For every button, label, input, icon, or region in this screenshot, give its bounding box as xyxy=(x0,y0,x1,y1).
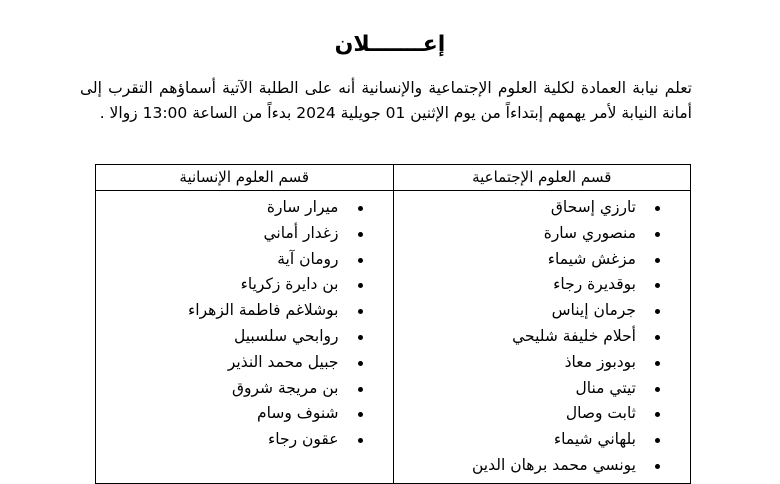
bullet-icon xyxy=(358,258,363,263)
list-item: عقون رجاء xyxy=(96,427,373,453)
list-item: منصوري سارة xyxy=(394,221,671,247)
bullet-icon xyxy=(655,412,660,417)
list-item: يونسي محمد برهان الدين xyxy=(394,453,671,479)
list-item: شنوف وسام xyxy=(96,401,373,427)
list-item: روابحي سلسبيل xyxy=(96,324,373,350)
header-social-sciences: قسم العلوم الإجتماعية xyxy=(393,165,691,191)
list-item: أحلام خليفة شليحي xyxy=(394,324,671,350)
bullet-icon xyxy=(655,283,660,288)
bullet-icon xyxy=(655,438,660,443)
list-item: جرمان إيناس xyxy=(394,298,671,324)
students-table xyxy=(95,164,691,484)
bullet-icon xyxy=(358,335,363,340)
announcement-text: تعلم نيابة العمادة لكلية العلوم الإجتماعية والإنسانية أنه على الطلبة الآتية أسماؤهم التقرب إلى أمانة النيابة لأمر يهمهم إبتداءاً من يوم الإثنين 01 جويلية 2024 بدءاً من الساعة 13:00 زوالا . xyxy=(80,79,692,122)
list-item: زغدار أماني xyxy=(96,221,373,247)
humanities-list xyxy=(96,191,393,453)
bullet-icon xyxy=(358,309,363,314)
list-item: تارزي إسحاق xyxy=(394,195,671,221)
list-item: بوشلاغم فاطمة الزهراء xyxy=(96,298,373,324)
bullet-icon xyxy=(358,206,363,211)
bullet-icon xyxy=(358,387,363,392)
bullet-icon xyxy=(358,283,363,288)
bullet-icon xyxy=(655,309,660,314)
list-item: تيتي منال xyxy=(394,376,671,402)
bullet-icon xyxy=(655,464,660,469)
list-item: ثابت وصال xyxy=(394,401,671,427)
list-item: مزغش شيماء xyxy=(394,247,671,273)
list-item: بودبوز معاذ xyxy=(394,350,671,376)
bullet-icon xyxy=(655,258,660,263)
header-humanities: قسم العلوم الإنسانية xyxy=(96,165,394,191)
page-title: إعـــــــلان xyxy=(334,32,446,57)
bullet-icon xyxy=(358,438,363,443)
list-item: بوقديرة رجاء xyxy=(394,272,671,298)
bullet-icon xyxy=(655,232,660,237)
list-item: ميرار سارة xyxy=(96,195,373,221)
list-item: بلهاني شيماء xyxy=(394,427,671,453)
bullet-icon xyxy=(655,335,660,340)
bullet-icon xyxy=(655,387,660,392)
social-sciences-column xyxy=(393,191,691,484)
bullet-icon xyxy=(655,361,660,366)
bullet-icon xyxy=(358,412,363,417)
bullet-icon xyxy=(655,206,660,211)
list-item: بن مريجة شروق xyxy=(96,376,373,402)
list-item: رومان آية xyxy=(96,247,373,273)
list-item: بن دايرة زكرياء xyxy=(96,272,373,298)
list-item: جبيل محمد النذير xyxy=(96,350,373,376)
bullet-icon xyxy=(358,361,363,366)
humanities-column xyxy=(96,191,394,484)
bullet-icon xyxy=(358,232,363,237)
social-sciences-list xyxy=(394,191,691,479)
